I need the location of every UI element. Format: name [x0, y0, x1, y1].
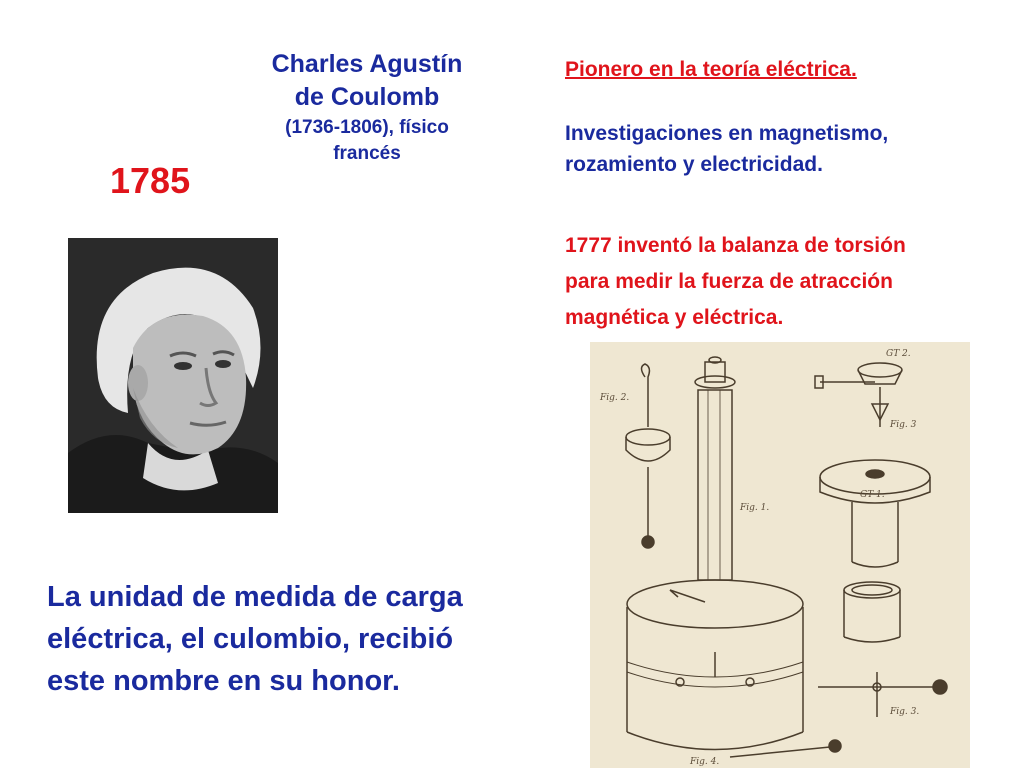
research-line-2: rozamiento y electricidad. [565, 153, 823, 176]
dates-line-2: francés [333, 143, 401, 164]
invention-line-1: 1777 inventó la balanza de torsión [565, 234, 906, 257]
unit-line-3: este nombre en su honor. [47, 665, 400, 697]
gt-1-label: GT 1. [860, 490, 885, 500]
unit-line-1: La unidad de medida de carga [47, 581, 463, 613]
pioneer-heading: Pionero en la teoría eléctrica. [565, 58, 857, 81]
fig-2-label: Fig. 2. [600, 393, 630, 403]
unit-statement [47, 576, 463, 702]
fig-3-top-label: Fig. 3 [890, 420, 917, 430]
portrait-image [68, 238, 278, 513]
name-line-2: de Coulomb [294, 83, 440, 111]
torsion-balance-engraving [590, 342, 970, 768]
year-label: 1785 [110, 160, 191, 201]
gt-2-label: GT 2. [886, 349, 911, 359]
unit-line-2: eléctrica, el culombio, recibió [47, 623, 454, 655]
coulomb-portrait [68, 238, 278, 513]
invention-line-3: magnética y eléctrica. [565, 306, 784, 329]
name-line-1: Charles Agustín [271, 50, 463, 78]
fig-3-bottom-label: Fig. 3. [890, 707, 920, 717]
invention-text [565, 228, 906, 336]
fig-4-label: Fig. 4. [690, 757, 720, 767]
research-text [565, 118, 888, 180]
invention-line-2: para medir la fuerza de atracción [565, 270, 893, 293]
fig-1-label: Fig. 1. [740, 503, 770, 513]
name-heading [222, 48, 512, 167]
engraving-image [590, 342, 970, 768]
research-line-1: Investigaciones en magnetismo, [565, 122, 889, 145]
dates-line-1: (1736-1806), físico [285, 117, 449, 138]
